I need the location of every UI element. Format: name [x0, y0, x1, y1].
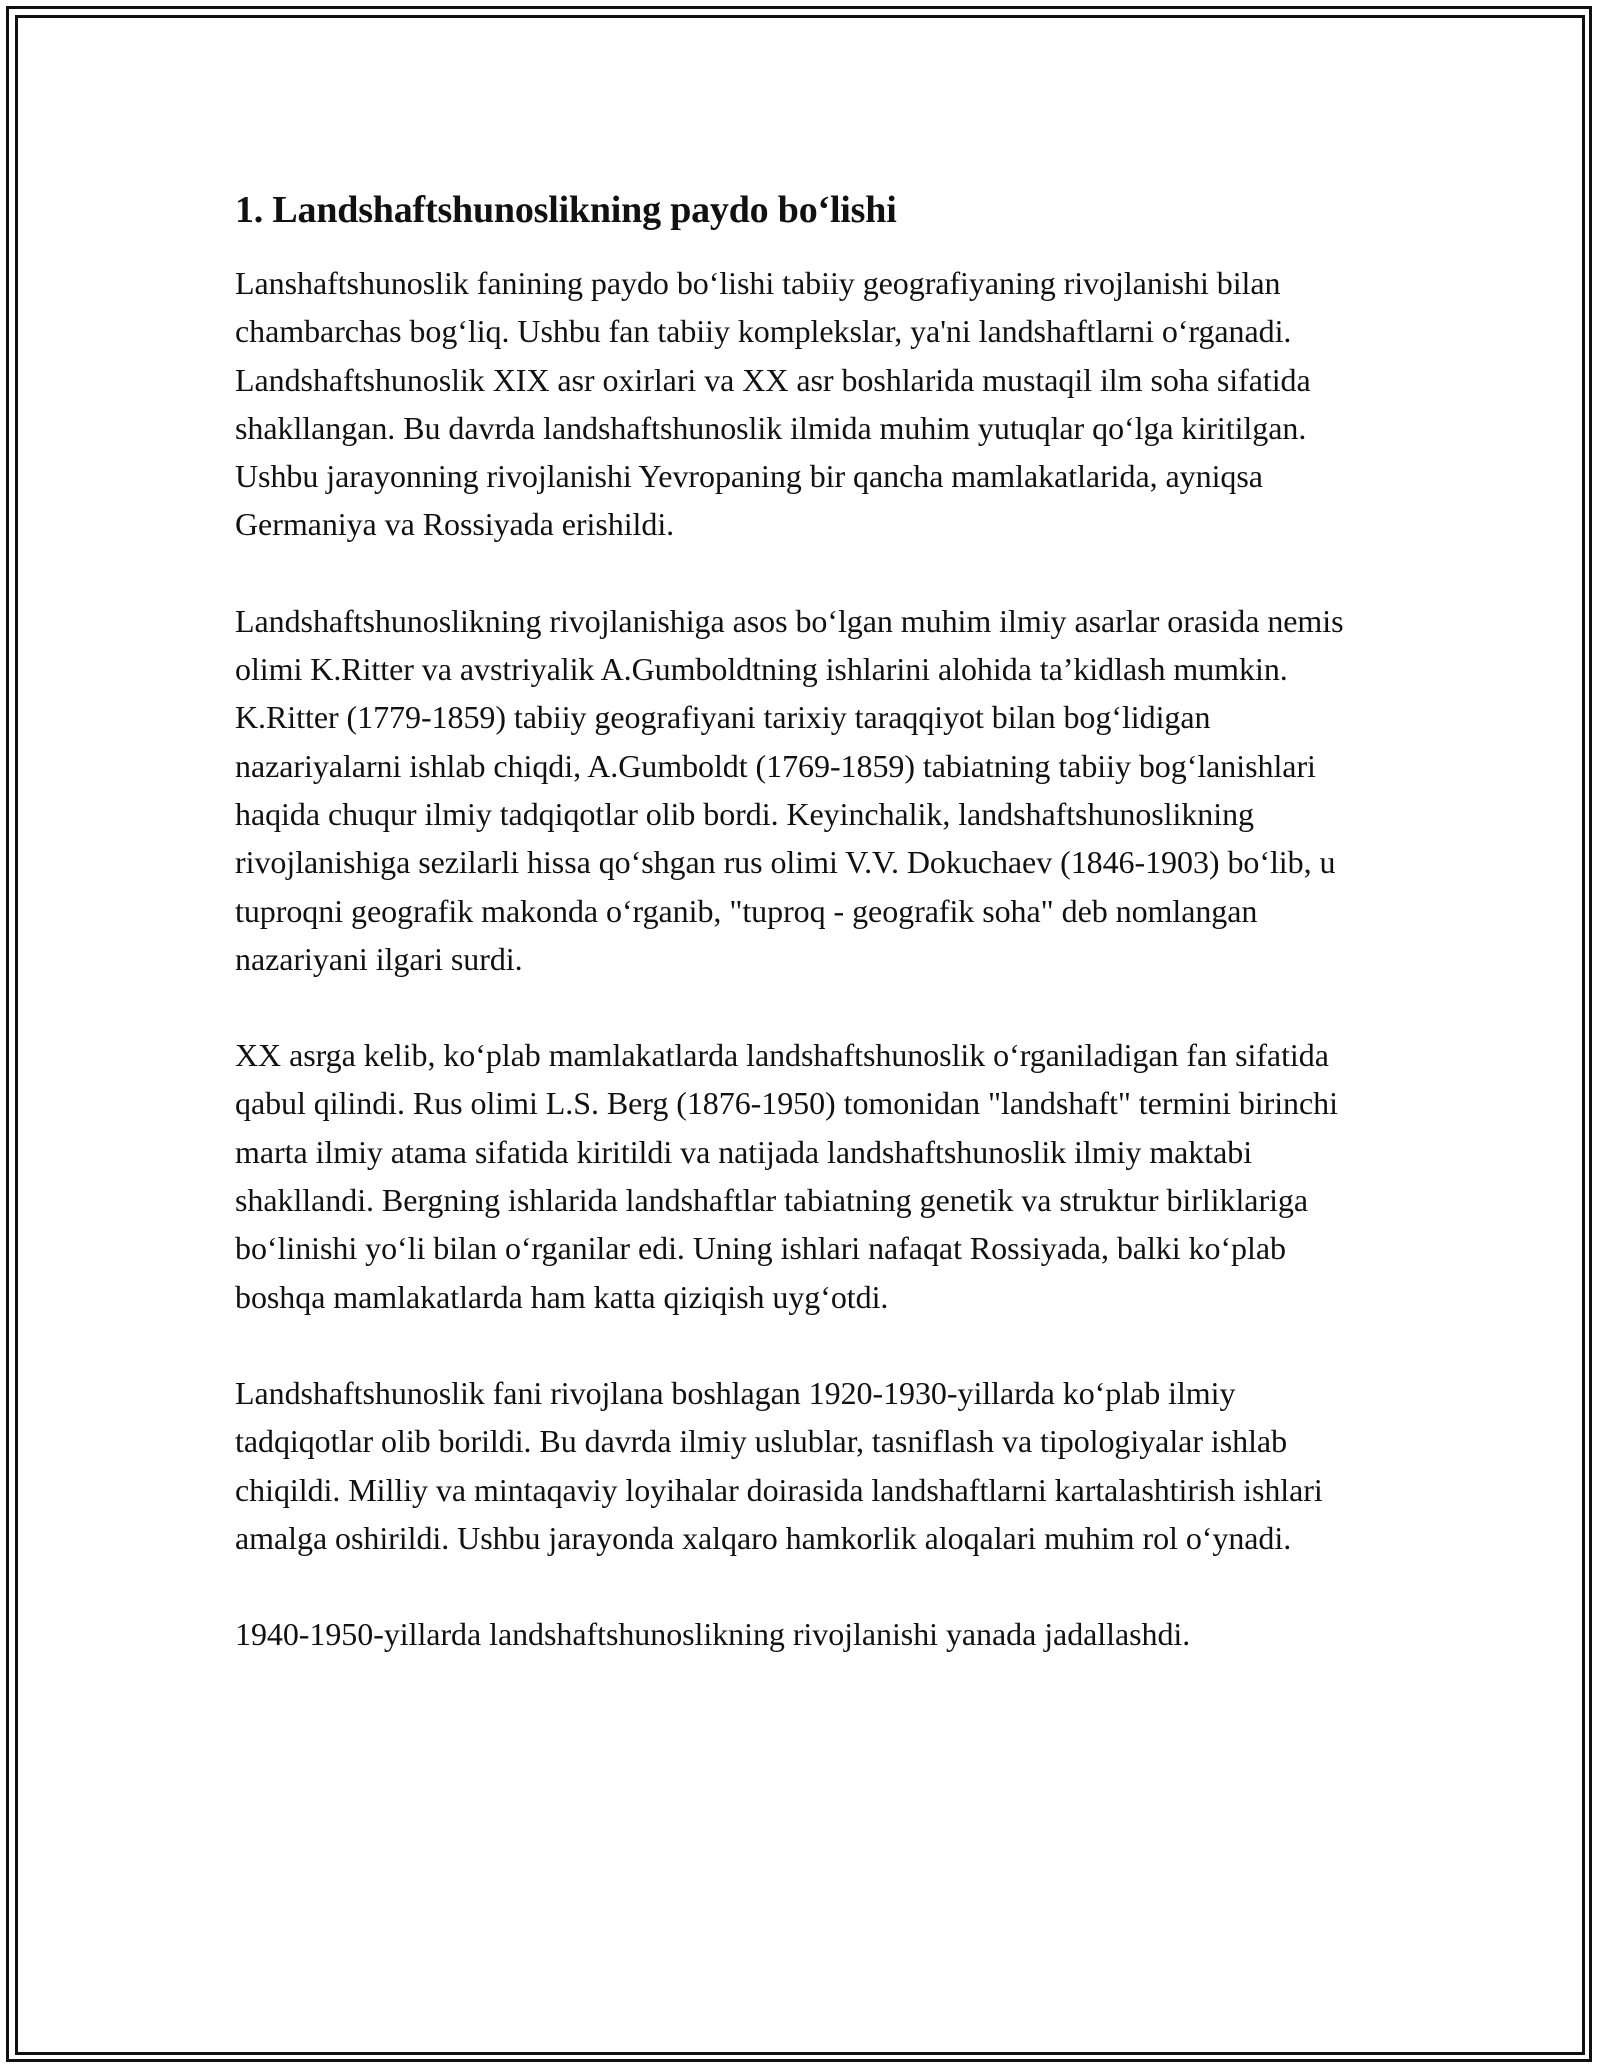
paragraph-3: XX asrga kelib, ko‘plab mamlakatlarda landshaftshunoslik o‘rganiladigan fan sifatida qabul qilindi. Rus olimi L.S. Berg (1876-1950) tomonidan "landshaft" termini birinchi marta ilmiy atama sifatida kiritildi va natijada landshaftshunoslik ilmiy maktabi shakllandi. Bergning ishlarida landshaftlar tabiatning genetik va struktur birliklariga bo‘linishi yo‘li bilan o‘rganilar edi. Uning ishlari nafaqat Rossiyada, balki ko‘plab boshqa mamlakatlarda ham katta qiziqish uyg‘otdi. [235, 1037, 1338, 1315]
paragraph-2: Landshaftshunoslikning rivojlanishiga asos bo‘lgan muhim ilmiy asarlar orasida nemis olimi K.Ritter va avstriyalik A.Gumboldtning ishlarini alohida ta’kidlash mumkin. K.Ritter (1779-1859) tabiiy geografiyani tarixiy taraqqiyot bilan bog‘lidigan nazariyalarni ishlab chiqdi, A.Gumboldt (1769-1859) tabiatning tabiiy bog‘lanishlari haqida chuqur ilmiy tadqiqotlar olib bordi. Keyinchalik, landshaftshunoslikning rivojlanishiga sezilarli hissa qo‘shgan rus olimi V.V. Dokuchaev (1846-1903) bo‘lib, u tuproqni geografik makonda o‘rganib, "tuproq - geografik soha" deb nomlangan nazariyani ilgari surdi. [235, 602, 1344, 977]
paragraph-5: 1940-1950-yillarda landshaftshunoslikning rivojlanishi yanada jadallashdi. [235, 1616, 1191, 1653]
paragraph-4: Landshaftshunoslik fani rivojlana boshlagan 1920-1930-yillarda ko‘plab ilmiy tadqiqotlar olib borildi. Bu davrda ilmiy uslublar, tasniflash va tipologiyalar ishlab chiqildi. Milliy va mintaqaviy loyihalar doirasida landshaftlarni kartalashtirish ishlari amalga oshirildi. Ushbu jarayonda xalqaro hamkorlik aloqalari muhim rol o‘ynadi. [235, 1374, 1323, 1556]
document-body [235, 186, 1375, 1658]
section-heading: 1. Landshaftshunoslikning paydo bo‘lishi [235, 189, 897, 231]
paragraph-1: Lanshaftshunoslik fanining paydo bo‘lishi tabiiy geografiyaning rivojlanishi bilan chambarchas bog‘liq. Ushbu fan tabiiy komplekslar, ya'ni landshaftlarni o‘rganadi. Landshaftshunoslik XIX asr oxirlari va XX asr boshlarida mustaqil ilm soha sifatida shakllangan. Bu davrda landshaftshunoslik ilmida muhim yutuqlar qo‘lga kiritilgan. Ushbu jarayonning rivojlanishi Yevropaning bir qancha mamlakatlarida, ayniqsa Germaniya va Rossiyada erishildi. [235, 265, 1311, 543]
